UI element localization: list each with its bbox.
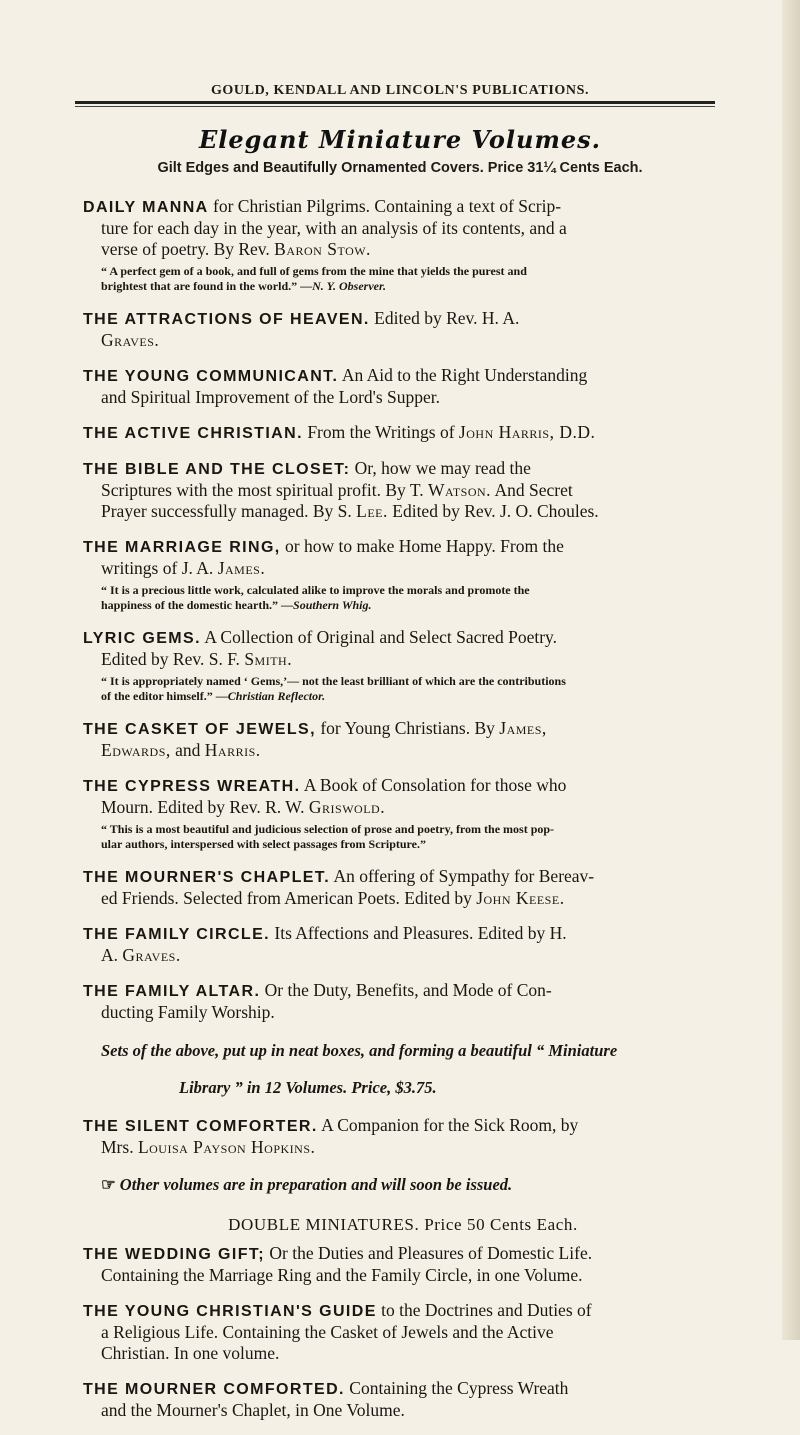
review-quote [101,674,723,704]
author-name: Graves. [122,945,181,965]
sets-note [83,1040,723,1099]
entry-text: And Secret [494,480,573,500]
entry-text: Containing the Marriage Ring and the Family Circle, in one Volume. [101,1265,583,1285]
pointing-hand-icon: ☞ [101,1175,116,1194]
entry-text: A. [101,945,119,965]
author-name: Graves. [101,330,160,350]
entry-title: THE CASKET OF JEWELS, [83,721,316,738]
sets-note-line: Library ” in 12 Volumes. Price, $3.75. [179,1078,437,1097]
entry-text: Or the Duties and Pleasures of Domestic Life. [269,1243,593,1263]
entry-text: ed Friends. Selected from American Poets. Edited by [101,888,472,908]
author-name: John Harris, D.D. [458,422,596,442]
author-name: Louisa Payson Hopkins. [137,1136,316,1157]
author-name: Harris. [204,740,261,760]
review-quote [101,264,723,294]
entry-title: THE YOUNG COMMUNICANT. [83,368,339,385]
entry-cypress-wreath [83,775,723,852]
quote-source: Southern Whig. [293,598,372,612]
entries-list [83,196,723,1435]
entry-text: Edited by Rev. J. O. Choules. [392,501,599,521]
entry-title: THE BIBLE AND THE CLOSET: [83,461,351,478]
quote-line: of the editor himself.” — [101,689,228,703]
entry-text: or how to make Home Happy. From the [285,536,564,556]
entry-text: Mrs. [101,1136,134,1157]
author-name: John Keese. [476,888,565,908]
quote-source: Christian Reflector. [227,689,326,703]
entry-text: to the Doctrines and Duties of [381,1300,592,1320]
entry-title: LYRIC GEMS. [83,630,201,647]
entry-mourner-comforted [83,1378,723,1421]
entry-title: THE FAMILY CIRCLE. [83,926,270,943]
double-miniatures-heading: DOUBLE MINIATURES. Price 50 Cents Each. [228,1215,578,1234]
entry-lyric-gems [83,627,723,704]
entry-text: Scriptures with the most spiritual profit. By T. [101,480,424,500]
entry-text: for Young Christians. By [320,718,495,738]
entry-mourners-chaplet [83,866,723,909]
sets-note-line: Sets of the above, put up in neat boxes, and forming a beautiful “ Miniature [101,1040,618,1060]
entry-text: From the Writings of [307,422,455,442]
author-name: James. [217,558,266,578]
quote-line: “ It is appropriately named ‘ Gems,’— not the least brilliant of which are the contributions [101,674,566,688]
entry-text: Prayer successfully managed. By S. [101,501,352,521]
entry-title: THE MOURNER'S CHAPLET. [83,869,331,886]
author-name: Smith. [244,649,293,669]
entry-wedding-gift [83,1243,723,1286]
entry-text: Or the Duty, Benefits, and Mode of Con- [264,980,552,1000]
section-subtitle: Gilt Edges and Beautifully Ornamented Covers. Price 31¼ Cents Each. [157,160,643,176]
entry-text: A Companion for the Sick Room, by [321,1114,579,1135]
entry-attractions [83,308,723,351]
running-head: GOULD, KENDALL AND LINCOLN'S PUBLICATIONS. [210,83,590,98]
author-name: Lee. [356,501,388,521]
entry-family-circle [83,923,723,966]
entry-text: writings of J. A. [101,558,214,578]
entry-text: Or, how we may read the [354,458,531,478]
entry-text: and the Mourner's Chaplet, in One Volume. [101,1400,405,1420]
quote-line: ular authors, interspersed with select passages from Scripture.” [101,837,426,851]
entry-casket-jewels [83,718,723,761]
entry-family-altar [83,980,723,1023]
author-name: James, [499,718,547,738]
entry-text: Containing the Cypress Wreath [349,1378,569,1398]
entry-daily-manna [83,196,723,294]
quote-line: “ It is a precious little work, calculated alike to improve the morals and promote the [101,583,530,597]
quote-line: happiness of the domestic hearth.” — [101,598,294,612]
entry-text: Its Affections and Pleasures. Edited by H. [274,923,567,943]
entry-title: THE ACTIVE CHRISTIAN. [83,425,303,442]
entry-text: A Book of Consolation for those who [303,775,567,795]
entry-title: THE SILENT COMFORTER. [83,1117,318,1135]
header-rule-thin [75,106,715,107]
entry-christians-guide [83,1300,723,1364]
entry-text: Mourn. Edited by Rev. R. W. [101,797,305,817]
section-title: Elegant Miniature Volumes. [198,125,602,154]
entry-bible-closet [83,458,723,522]
author-name: Watson. [427,480,492,500]
entry-text: for Christian Pilgrims. Containing a text of Scrip- [213,196,562,216]
entry-title: THE FAMILY ALTAR. [83,983,261,1000]
review-quote [101,583,723,613]
entry-title: THE WEDDING GIFT; [83,1246,266,1263]
entry-text: An Aid to the Right Understanding [341,365,588,385]
other-volumes-text: Other volumes are in preparation and will soon be issued. [119,1175,513,1194]
author-name: Edwards, [101,740,171,760]
author-name: Griswold. [308,797,386,817]
entry-text: a Religious Life. Containing the Casket of Jewels and the Active [101,1322,554,1342]
header-rule-thick [75,101,715,104]
quote-source: N. Y. Observer. [312,279,387,293]
entry-title: THE MARRIAGE RING, [83,539,281,556]
author-name: Baron Stow. [274,239,371,259]
quote-line: brightest that are found in the world.” — [101,279,313,293]
entry-text: and Spiritual Improvement of the Lord's Supper. [101,387,440,407]
entry-young-communicant [83,365,723,408]
other-volumes-note [83,1174,723,1195]
entry-text: A Collection of Original and Select Sacred Poetry. [204,627,558,647]
entry-text: Edited by Rev. S. F. [101,649,240,669]
entry-text: Christian. In one volume. [101,1343,280,1363]
entry-title: THE ATTRACTIONS OF HEAVEN. [83,311,370,328]
entry-text: ducting Family Worship. [101,1002,275,1022]
review-quote [101,822,723,852]
quote-line: “ A perfect gem of a book, and full of gems from the mine that yields the purest and [101,264,527,278]
entry-title: DAILY MANNA [83,199,209,216]
entry-title: THE CYPRESS WREATH. [83,778,301,795]
quote-line: “ This is a most beautiful and judicious selection of prose and poetry, from the most pop- [101,822,555,836]
entry-marriage-ring [83,536,723,613]
entry-text: and [175,740,201,760]
entry-silent-comforter [83,1115,723,1158]
entry-text: verse of poetry. By Rev. [101,239,270,259]
entry-active-christian [83,422,723,444]
entry-title: THE MOURNER COMFORTED. [83,1381,345,1398]
entry-text: An offering of Sympathy for Bereav- [333,866,595,886]
entry-text: ture for each day in the year, with an analysis of its contents, and a [101,218,567,238]
entry-title: THE YOUNG CHRISTIAN'S GUIDE [83,1303,377,1320]
entry-text: Edited by Rev. H. A. [374,308,520,328]
